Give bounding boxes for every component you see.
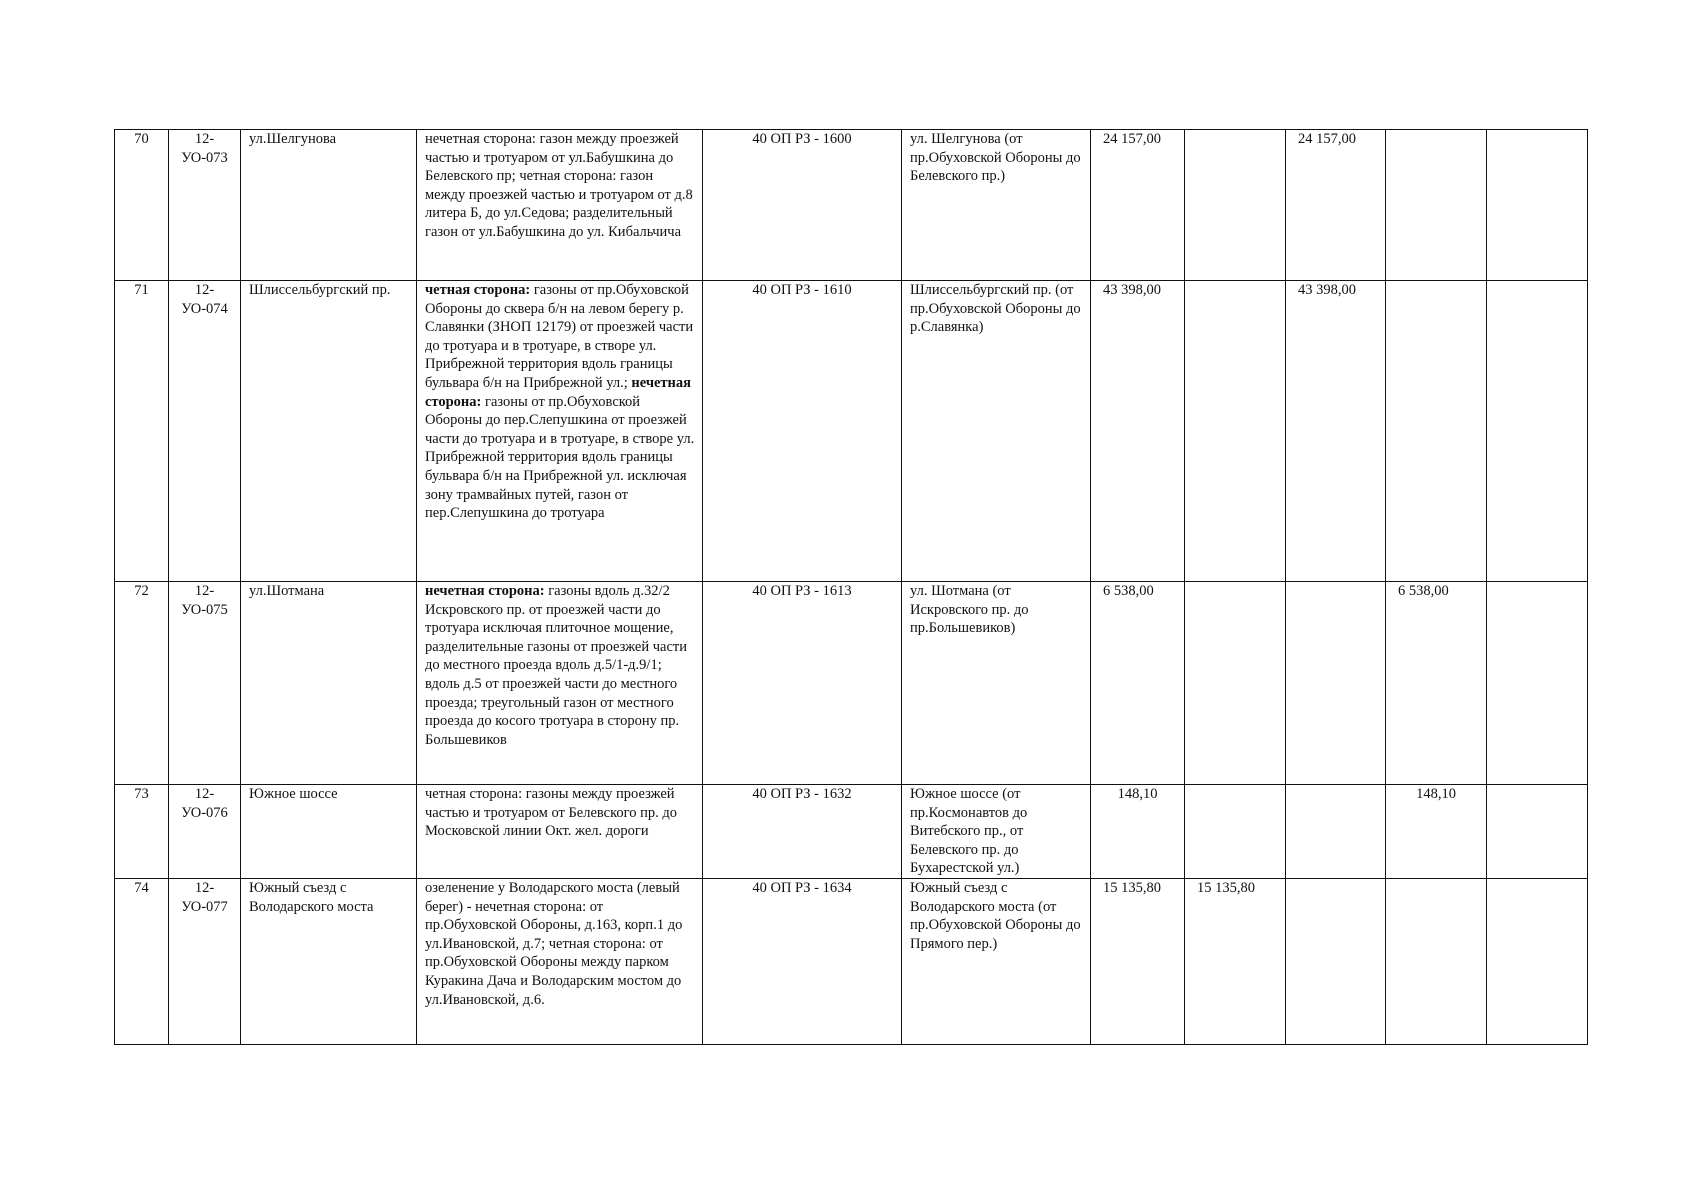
area-col-2 — [1185, 281, 1286, 582]
area-col-4: 148,10 — [1386, 785, 1487, 879]
area-col-3: 24 157,00 — [1286, 130, 1386, 281]
area-col-4: 6 538,00 — [1386, 582, 1487, 785]
road-registry-number: 40 ОП РЗ - 1610 — [703, 281, 902, 582]
description-text: озеленение у Володарского моста (левый берег) - нечетная сторона: от пр.Обуховской Обороны, д.163, корп.1 до ул.Ивановской, д.7; четная сторона: от пр.Обуховской Обороны между парком Куракина Дача и Володарским мостом до ул.Ивановской, д.6. — [425, 879, 683, 1008]
area-col-2 — [1185, 130, 1286, 281]
road-section: ул. Шотмана (от Искровского пр. до пр.Большевиков) — [902, 582, 1091, 785]
road-section: Южное шоссе (от пр.Космонавтов до Витебского пр., от Белевского пр. до Бухарестской ул.) — [902, 785, 1091, 879]
area-col-5 — [1487, 785, 1588, 879]
table-row — [115, 582, 1588, 785]
road-registry-number: 40 ОП РЗ - 1632 — [703, 785, 902, 879]
area-col-4 — [1386, 878, 1487, 1044]
table-row — [115, 785, 1588, 879]
street-name: Южный съезд с Володарского моста — [241, 878, 417, 1044]
area-col-2: 15 135,80 — [1185, 878, 1286, 1044]
object-code: 12-УО-074 — [169, 281, 241, 582]
object-description — [417, 130, 703, 281]
area-col-2 — [1185, 582, 1286, 785]
row-number: 73 — [115, 785, 169, 879]
object-description — [417, 281, 703, 582]
area-col-5 — [1487, 130, 1588, 281]
description-bold: нечетная сторона: — [425, 374, 692, 410]
area-col-3 — [1286, 785, 1386, 879]
area-col-2 — [1185, 785, 1286, 879]
green-zones-table — [114, 129, 1588, 1045]
area-total: 43 398,00 — [1091, 281, 1185, 582]
road-registry-number: 40 ОП РЗ - 1613 — [703, 582, 902, 785]
row-number: 72 — [115, 582, 169, 785]
table-row — [115, 130, 1588, 281]
area-col-3 — [1286, 582, 1386, 785]
table-row — [115, 878, 1588, 1044]
object-description — [417, 582, 703, 785]
object-code: 12-УО-073 — [169, 130, 241, 281]
description-bold: нечетная сторона: — [425, 583, 545, 599]
area-col-4 — [1386, 130, 1487, 281]
street-name: Южное шоссе — [241, 785, 417, 879]
description-text: нечетная сторона: газон между проезжей частью и тротуаром от ул.Бабушкина до Белевского пр; четная сторона: газон между проезжей частью и тротуаром от д.8 литера Б, до ул.Седова; разделительный газон от ул.Бабушкина до ул. Кибальчича — [425, 131, 693, 240]
object-code: 12-УО-076 — [169, 785, 241, 879]
area-total: 148,10 — [1091, 785, 1185, 879]
area-col-3: 43 398,00 — [1286, 281, 1386, 582]
area-col-4 — [1386, 281, 1487, 582]
road-registry-number: 40 ОП РЗ - 1600 — [703, 130, 902, 281]
description-bold: четная сторона: — [425, 282, 531, 298]
description-text: газоны от пр.Обуховской Обороны до сквера б/н на левом берегу р. Славянки (ЗНОП 12179) от проезжей части до тротуара и в тротуаре, в створе ул. Прибрежной территория вдоль границы бульвара б/н на Прибрежной ул.; — [425, 282, 694, 391]
road-section: Шлиссельбургский пр. (от пр.Обуховской Обороны до р.Славянка) — [902, 281, 1091, 582]
street-name: Шлиссельбургский пр. — [241, 281, 417, 582]
area-total: 6 538,00 — [1091, 582, 1185, 785]
area-col-3 — [1286, 878, 1386, 1044]
object-description — [417, 785, 703, 879]
area-total: 24 157,00 — [1091, 130, 1185, 281]
table-row — [115, 281, 1588, 582]
description-text: газоны вдоль д.32/2 Искровского пр. от проезжей части до тротуара исключая плиточное мощение, разделительные газоны от проезжей части до местного проезда вдоль д.5/1-д.9/1; вдоль д.5 от проезжей части до местного проезда; треугольный газон от местного проезда до косого тротуара в сторону пр. Большевиков — [425, 583, 687, 748]
description-text: газоны от пр.Обуховской Обороны до пер.Слепушкина от проезжей части до тротуара и в тротуаре, в створе ул. Прибрежной территория вдоль границы бульвара б/н на Прибрежной ул. исключая зону трамвайных путей, газон от пер.Слепушкина до тротуара — [425, 393, 695, 522]
object-code: 12-УО-077 — [169, 878, 241, 1044]
description-text: четная сторона: газоны между проезжей частью и тротуаром от Белевского пр. до Московской линии Окт. жел. дороги — [425, 786, 678, 840]
object-description — [417, 878, 703, 1044]
street-name: ул.Шелгунова — [241, 130, 417, 281]
row-number: 70 — [115, 130, 169, 281]
object-code: 12-УО-075 — [169, 582, 241, 785]
row-number: 74 — [115, 878, 169, 1044]
street-name: ул.Шотмана — [241, 582, 417, 785]
area-total: 15 135,80 — [1091, 878, 1185, 1044]
road-section: Южный съезд с Володарского моста (от пр.Обуховской Обороны до Прямого пер.) — [902, 878, 1091, 1044]
road-section: ул. Шелгунова (от пр.Обуховской Обороны до Белевского пр.) — [902, 130, 1091, 281]
road-registry-number: 40 ОП РЗ - 1634 — [703, 878, 902, 1044]
row-number: 71 — [115, 281, 169, 582]
area-col-5 — [1487, 582, 1588, 785]
area-col-5 — [1487, 878, 1588, 1044]
area-col-5 — [1487, 281, 1588, 582]
